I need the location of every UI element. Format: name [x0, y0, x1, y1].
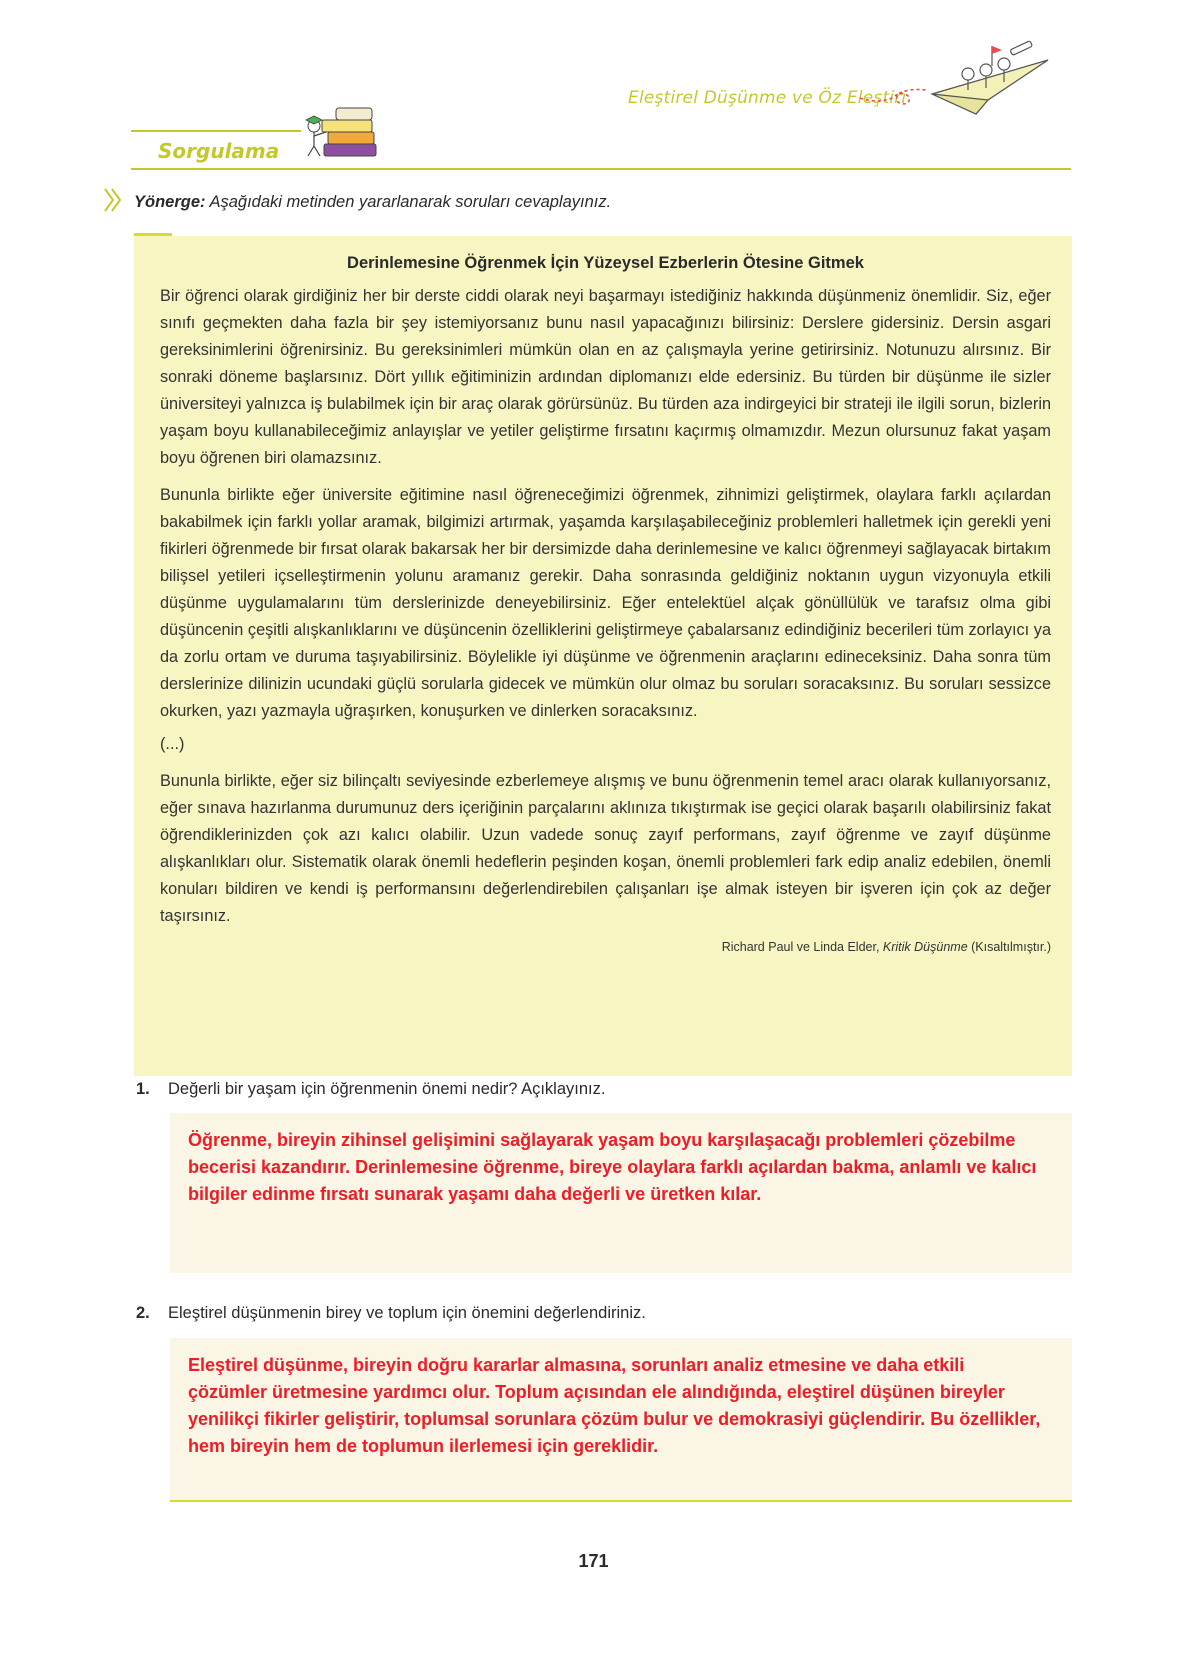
answer-box — [170, 1113, 1072, 1273]
dotted-swirl-decoration — [858, 84, 928, 110]
instruction-label: Yönerge: — [134, 193, 206, 211]
answer-text: Eleştirel düşünme, bireyin doğru kararlar almasına, sorunları analiz etmesine ve daha etkili çözümler üretmesine yardımcı olur. Toplum açısından ele alındığında, eleştirel düşünen bireyler yenilikçi fikirler geliştirir, toplumsal sorunlara çözüm bulur ve demokrasiyi güçlendirir. Bu özellikler, hem bireyin hem de toplumun ilerlemesi için gereklidir. — [188, 1355, 1041, 1456]
reading-box — [134, 236, 1072, 1076]
question-number: 2. — [136, 1304, 150, 1322]
answer-text: Öğrenme, bireyin zihinsel gelişimini sağlayarak yaşam boyu karşılaşacağı problemleri çözebilme becerisi kazandırır. Derinlemesine öğrenme, bireye olaylara farklı açılardan bakma, anlamlı ve kalıcı bilgiler edinme fırsatı sunarak yaşamı daha değerli ve üretken kılar. — [188, 1130, 1037, 1204]
books-illustration — [300, 100, 382, 162]
source-authors: Richard Paul ve Linda Elder, — [721, 940, 883, 954]
instruction — [134, 193, 611, 212]
page-number: 171 — [578, 1551, 609, 1571]
answer-box — [170, 1338, 1072, 1500]
question-text: Eleştirel düşünmenin birey ve toplum için önemini değerlendiriniz. — [168, 1304, 646, 1322]
question-text: Değerli bir yaşam için öğrenmenin önemi nedir? Açıklayınız. — [168, 1080, 606, 1098]
reading-ellipsis: (...) — [160, 735, 185, 753]
double-chevron-icon — [102, 186, 124, 214]
reading-paragraph: Bununla birlikte, eğer siz bilinçaltı seviyesinde ezberlemeye alışmış ve bunu öğrenmenin temel aracı olarak kullanıyorsanız, eğer sınava hazırlanma durumunuz ders içeriğinin parçalarını aklınıza tıkıştırmak ise geçici olarak başarılı olabilirsiniz fakat öğrendiklerinizden çok azı kalıcı olabilir. Uzun vadede sonuç zayıf performans, zayıf öğrenme ve zayıf düşünme alışkanlıkları olur. Sistematik olarak önemli hedeflerin peşinden koşan, önemli problemleri fark edip analiz edebilen, önemli konuları bildiren ve kendi iş performansını değerlendirebilen çalışanları işe almak isteyen bir işveren için çok az değer taşırsınız. — [160, 772, 1051, 925]
paper-plane-illustration — [928, 38, 1052, 116]
reading-title: Derinlemesine Öğrenmek İçin Yüzeysel Ezberlerin Ötesine Gitmek — [347, 254, 864, 272]
reading-source — [160, 940, 1051, 954]
instruction-text: Aşağıdaki metinden yararlanarak soruları cevaplayınız. — [205, 193, 612, 211]
section-title: Sorgulama — [158, 139, 280, 163]
section-rule-top — [131, 130, 301, 132]
answer-underline — [170, 1500, 1072, 1502]
section-rule-bottom — [131, 168, 1071, 170]
source-book: Kritik Düşünme — [882, 940, 968, 954]
reading-paragraph: Bununla birlikte eğer üniversite eğitimine nasıl öğreneceğimizi öğrenmek, zihnimizi geliştirmek, olaylara farklı açılardan bakabilmek için farklı yollar aramak, bilgimizi artırmak, yaşamda karşılaşabileceğiniz problemleri halletmek için gerekli yeni fikirleri öğrenmede bir fırsat olarak bakarsak her bir dersimizde daha derinlemesine ve kalıcı öğrenmeyi sağlayacak birtakım bilişsel yetileri içselleştirmenin yolunu aramanız gerekir. Daha sonrasında geldiğiniz noktanın uygun vizyonuyla etkili düşünme uygulamalarını tüm derslerinizde deneyebilirsiniz. Eğer entelektüel alçak gönüllülük ve tarafsız olma gibi düşüncenin çeşitli alışkanlıklarını ve düşüncenin özelliklerini geliştirmeye çabalarsanız edindiğiniz becerileri tüm zorlayıcı ya da zorlu ortam ve duruma taşıyabilirsiniz. Böylelikle iyi düşünme ve öğrenmenin araçlarını edineceksiniz. Daha sonra tüm derslerinize dilinizin ucundaki güçlü sorularla gidecek ve mümkün olur olmaz bu soruları soracaksınız. Bu soruları sessizce okurken, yazı yazmayla uğraşırken, konuşurken ve dinlerken soracaksınız. — [160, 486, 1051, 720]
source-note: (Kısaltılmıştır.) — [967, 940, 1051, 954]
question-number: 1. — [136, 1080, 150, 1098]
chapter-title: Eleştirel Düşünme ve Öz Eleştiri — [628, 88, 907, 108]
reading-paragraph: Bir öğrenci olarak girdiğiniz her bir derste ciddi olarak neyi başarmayı istediğiniz hakkında düşünmeniz önemlidir. Siz, eğer sınıfı geçmekten daha fazla bir şey istemiyorsanız bunu nasıl yapacağınızı bilirsiniz: Derslere gidersiniz. Dersin asgari gereksinimlerini öğrenirsiniz. Bu gereksinimleri mümkün olan en az çalışmayla yerine getirirsiniz. Notunuzu alırsınız. Bir sonraki döneme başlarsınız. Dört yıllık eğitiminizin ardından diplomanızı elde edersiniz. Bu türden bir düşünme ile sizler üniversiteyi yalnızca iş bulabilmek için bir araç olarak görürsünüz. Bu türden aza indirgeyici bir strateji ile ilgili sorun, bizlerin yaşam boyu kullanabileceğimiz anlayışlar ve yetiler geliştirme fırsatını kaçırmış olmamızdır. Mezun olursunuz fakat yaşam boyu öğrenen biri olamazsınız. — [160, 287, 1051, 467]
